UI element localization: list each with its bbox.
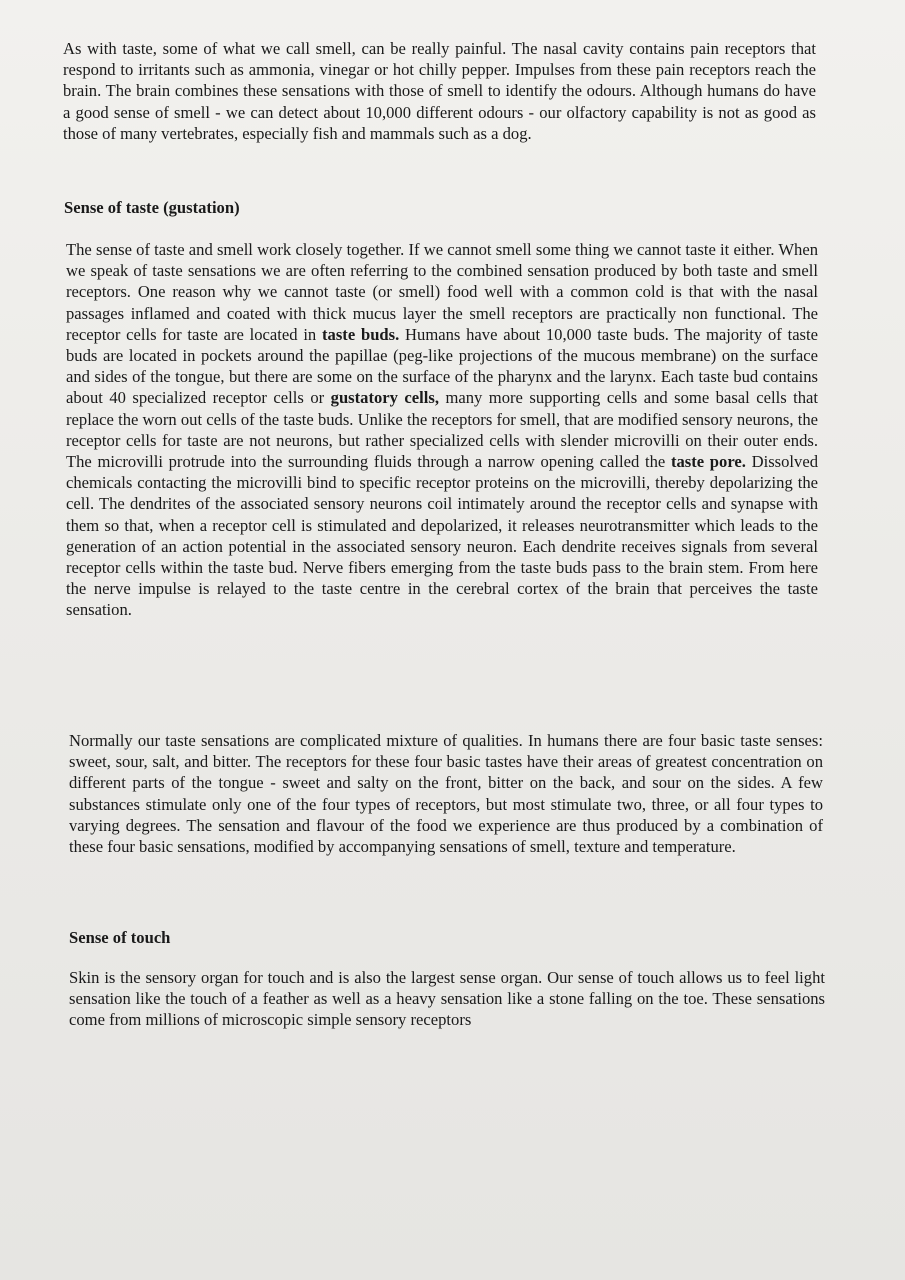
heading-sense-of-touch: Sense of touch <box>69 928 171 947</box>
paragraph-touch: Skin is the sensory organ for touch and is also the largest sense organ. Our sense of touch allows us to feel light sensation like the touch of a feather as well as a heavy sensation like a stone falling on the toe. These sensations come from millions of microscopic simple sensory receptors <box>69 968 825 1030</box>
term-gustatory-cells: gustatory cells, <box>330 388 439 408</box>
term-taste-pore: taste pore. <box>670 452 746 472</box>
taste-text-2: Humans have about 10,000 taste buds. The majority of taste buds are located in pockets around the papillae (peg-like projections of the mucous membrane) on the surface and sides of the tongue, but there are some on the surface of the pharynx and the larynx. Each taste bud contains about 40 specialized receptor cells or <box>66 324 818 408</box>
paragraph-smell-pain: As with taste, some of what we call smell, can be really painful. The nasal cavity contains pain receptors that respond to irritants such as ammonia, vinegar or hot chilly pepper. Impulses from these pain receptors reach the brain. The brain combines these sensations with those of smell to identify the odours. Although humans do have a good sense of smell - we can detect about 10,000 different odours - our olfactory capability is not as good as those of many vertebrates, especially fish and mammals such as a dog. <box>63 39 816 143</box>
term-taste-buds: taste buds. <box>322 324 400 344</box>
heading-sense-of-taste: Sense of taste (gustation) <box>64 198 240 217</box>
taste-text-4: Dissolved chemicals contacting the microvilli bind to specific receptor proteins on the microvilli, thereby depolarizing the cell. The dendrites of the associated sensory neurons coil intimately around the receptor cells and synapse with them so that, when a receptor cell is stimulated and depolarized, it releases neurotransmitter which leads to the generation of an action potential in the associated sensory neuron. Each dendrite receives signals from several receptor cells within the taste bud. Nerve fibers emerging from the taste buds pass to the brain stem. From here the nerve impulse is relayed to the taste centre in the cerebral cortex of the brain that perceives the taste sensation. <box>66 452 818 620</box>
taste-text-1: The sense of taste and smell work closely together. If we cannot smell some thing we cannot taste it either. When we speak of taste sensations we are often referring to the combined sensation produced by both taste and smell receptors. One reason why we cannot taste (or smell) food well with a common cold is that with the nasal passages inflamed and coated with thick mucus layer the smell receptors are practically non functional. The receptor cells for taste are located in <box>66 240 818 344</box>
taste-text-3: many more supporting cells and some basal cells that replace the worn out cells of the taste buds. Unlike the receptors for smell, that are modified sensory neurons, the receptor cells for taste are not neurons, but rather specialized cells with slender microvilli on their outer ends. The microvilli protrude into the surrounding fluids through a narrow opening called the <box>66 388 819 472</box>
paragraph-basic-tastes: Normally our taste sensations are complicated mixture of qualities. In humans there are four basic taste senses: sweet, sour, salt, and bitter. The receptors for these four basic tastes have their areas of greatest concentration on different parts of the tongue - sweet and salty on the front, bitter on the back, and sour on the sides. A few substances stimulate only one of the four types of receptors, but most stimulate two, three, or all four types to varying degrees. The sensation and flavour of the food we experience are thus produced by a combination of these four basic sensations, modified by accompanying sensations of smell, texture and temperature. <box>69 731 823 857</box>
paragraph-taste-buds <box>66 239 818 621</box>
